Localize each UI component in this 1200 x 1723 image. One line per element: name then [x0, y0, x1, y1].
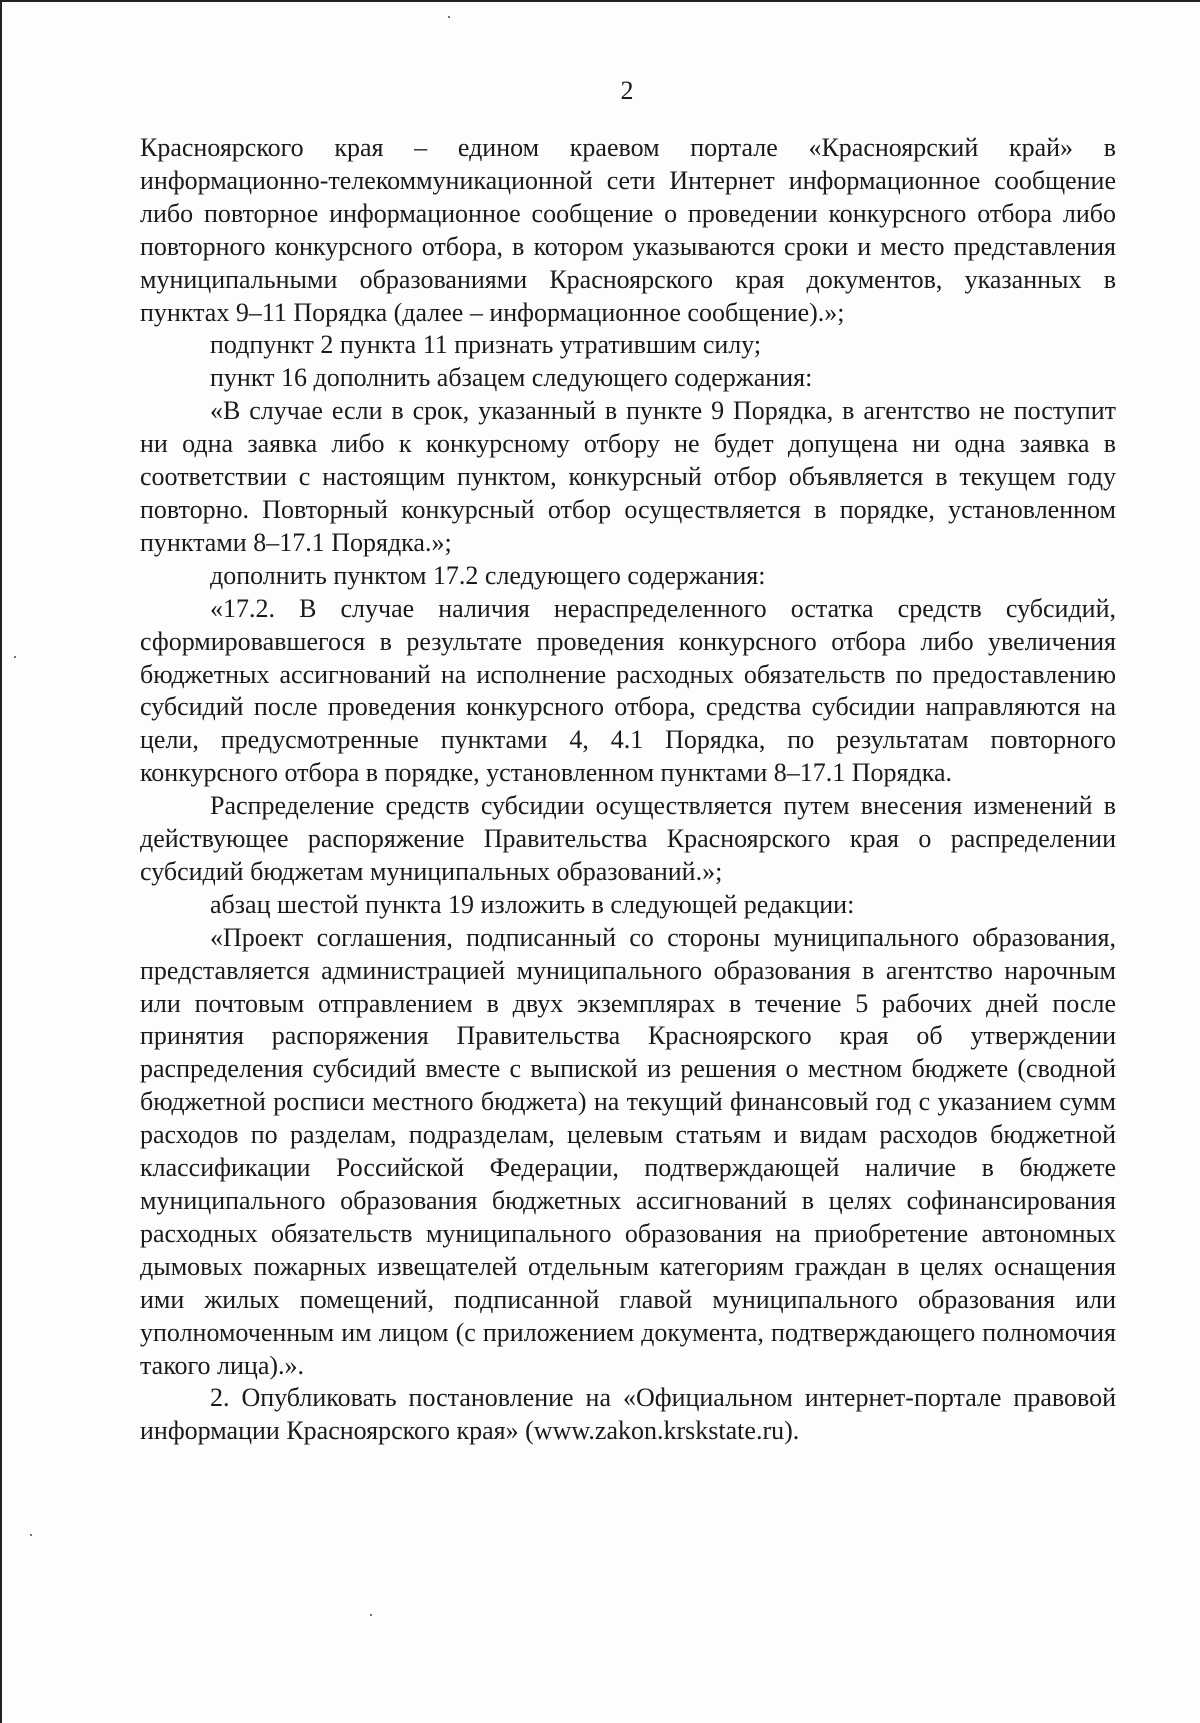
- paragraph-item-17-2: «17.2. В случае наличия нераспределенного остатка средств субсидий, сформировавшегося в результате проведения конкурсного отбора либо увеличения бюджетных ассигнований на исполнение расходных обязательств по предоставлению субсидий после проведения конкурсного отбора, средства субсидии направляются на цели, предусмотренные пунктами 4, 4.1 Порядка, по результатам повторного конкурсного отбора в порядке, установленном пунктами 8–17.1 Порядка.: [140, 593, 1116, 788]
- page-number: 2: [620, 76, 634, 105]
- paragraph-item-19: абзац шестой пункта 19 изложить в следующей редакции:: [210, 889, 855, 919]
- scan-speck: [448, 16, 450, 18]
- paragraph-portal-notice: Красноярского края – едином краевом портале «Красноярский край» в информационно-телекоммуникационной сети Интернет информационное сообщение либо повторное информационное сообщение о проведении конкурсного отбора либо повторного конкурсного отбора, в котором указываются сроки и место представления муниципальными образованиями Красноярского края документов, указанных в пунктах 9–11 Порядка (далее – информационное сообщение).»;: [140, 133, 1116, 327]
- paragraph-add-item-17-2: дополнить пунктом 17.2 следующего содержания:: [210, 560, 766, 590]
- scan-speck: [30, 1534, 32, 1536]
- scan-speck: [14, 656, 16, 658]
- paragraph-publish: 2. Опубликовать постановление на «Официальном интернет-портале правовой информации Красноярского края» (www.zakon.krskstate.ru).: [140, 1383, 1116, 1446]
- paragraph-repeat-selection: «В случае если в срок, указанный в пункте 9 Порядка, в агентство не поступит ни одна заявка либо к конкурсному отбору не будет допущена ни одна заявка в соответствии с настоящим пунктом, конкурсный отбор объявляется в текущем году повторно. Повторный конкурсный отбор осуществляется в порядке, установленном пунктами 8–17.1 Порядка.»;: [140, 396, 1116, 557]
- scan-speck: [370, 1614, 372, 1616]
- paragraph-distribution: Распределение средств субсидии осуществляется путем внесения изменений в действующее распоряжение Правительства Красноярского края о распределении субсидий бюджетам муниципальных образований.»;: [140, 791, 1116, 886]
- paragraph-item-16: пункт 16 дополнить абзацем следующего содержания:: [210, 363, 813, 393]
- paragraph-subitem-11: подпункт 2 пункта 11 признать утратившим силу;: [210, 330, 762, 360]
- paragraph-agreement-draft: «Проект соглашения, подписанный со стороны муниципального образования, представляется администрацией муниципального образования в агентство нарочным или почтовым отправлением в двух экземплярах в течение 5 рабочих дней после принятия распоряжения Правительства Красноярского края об утверждении распределения субсидий вместе с выпиской из решения о местном бюджете (сводной бюджетной росписи местного бюджета) на текущий финансовый год с указанием сумм расходов по разделам, подразделам, целевым статьям и видам расходов бюджетной классификации Российской Федерации, подтверждающей наличие в бюджете муниципального образования бюджетных ассигнований в целях софинансирования расходных обязательств муниципального образования на приобретение автономных дымовых пожарных извещателей отдельным категориям граждан в целях оснащения ими жилых помещений, подписанной главой муниципального образования или уполномоченным им лицом (с приложением документа, подтверждающего полномочия такого лица).».: [140, 922, 1116, 1380]
- document-body: [140, 132, 1116, 1448]
